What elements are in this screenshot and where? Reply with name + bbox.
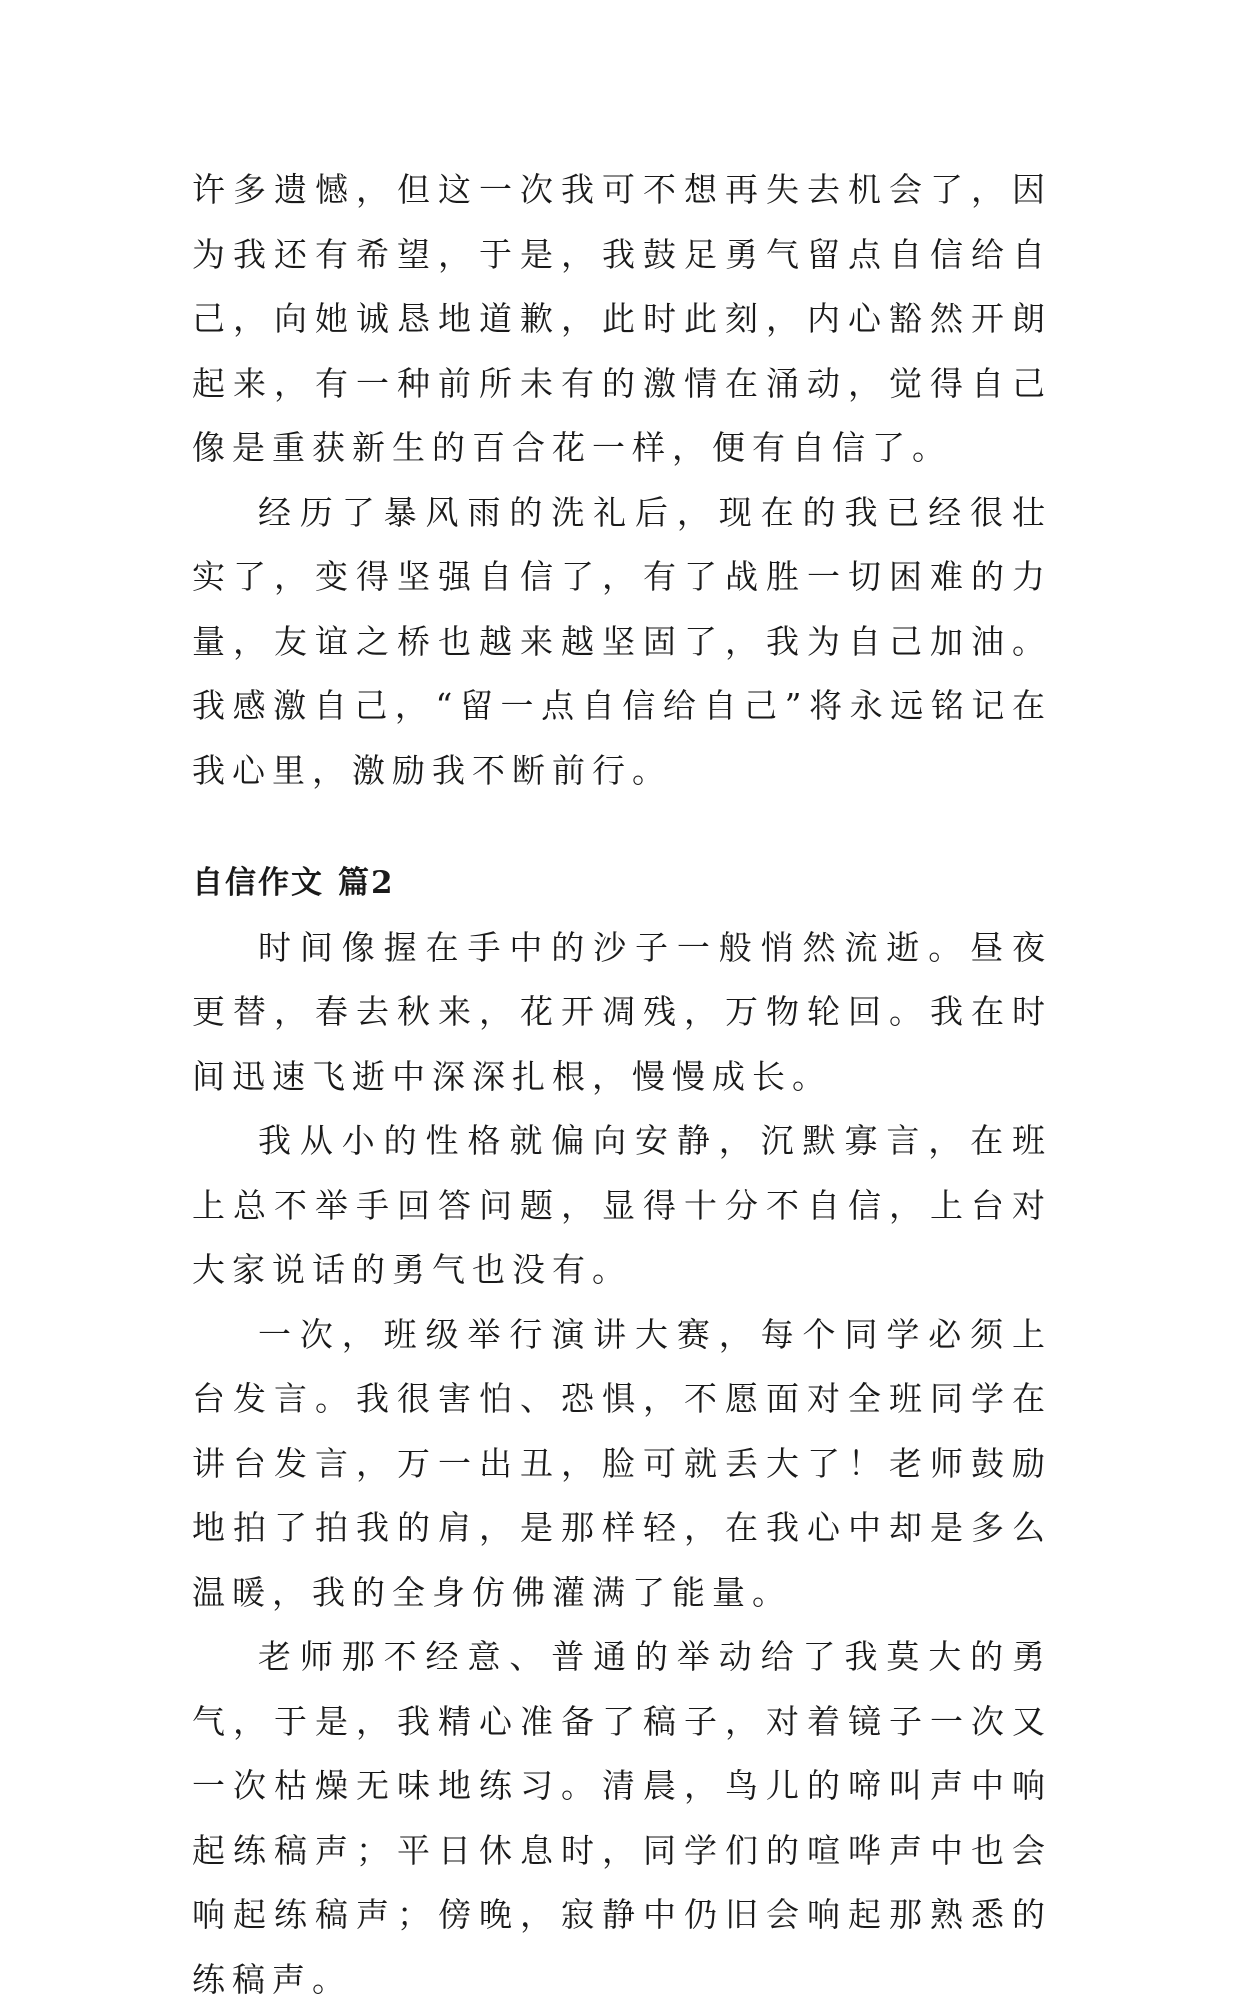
paragraph: 老师那不经意、普通的举动给了我莫大的勇气，于是，我精心准备了稿子，对着镜子一次又一次枯燥无味地练习。清晨，鸟儿的啼叫声中响起练稿声；平日休息时，同学们的喧哗声中也会响起练稿声；傍晚，寂静中仍旧会响起那熟悉的练稿声。: [192, 1637, 1052, 1999]
paragraph: 许多遗憾，但这一次我可不想再失去机会了，因为我还有希望，于是，我鼓足勇气留点自信给自己，向她诚恳地道歉，此时此刻，内心豁然开朗起来，有一种前所未有的激情在涌动，觉得自己像是重获新生的百合花一样，便有自信了。: [192, 170, 1052, 467]
document-body: [192, 158, 1052, 2012]
paragraph: 一次，班级举行演讲大赛，每个同学必须上台发言。我很害怕、恐惧，不愿面对全班同学在讲台发言，万一出丑，脸可就丢大了！老师鼓励地拍了拍我的肩，是那样轻，在我心中却是多么温暖，我的全身仿佛灌满了能量。: [192, 1314, 1052, 1612]
essay-title-text: 自信作文: [192, 865, 324, 901]
paragraph: 时间像握在手中的沙子一般悄然流逝。昼夜更替，春去秋来，花开凋残，万物轮回。我在时间迅速飞逝中深深扎根，慢慢成长。: [192, 927, 1052, 1096]
essay-title-number: 篇2: [338, 865, 395, 901]
paragraph: 我从小的性格就偏向安静，沉默寡言，在班上总不举手回答问题，显得十分不自信，上台对大家说话的勇气也没有。: [192, 1121, 1052, 1289]
essay-title: [192, 851, 1052, 916]
paragraph: 经历了暴风雨的洗礼后，现在的我已经很壮实了，变得坚强自信了，有了战胜一切困难的力量，友谊之桥也越来越坚固了，我为自己加油。我感激自己，“留一点自信给自己”将永远铭记在我心里，激励我不断前行。: [192, 492, 1052, 790]
